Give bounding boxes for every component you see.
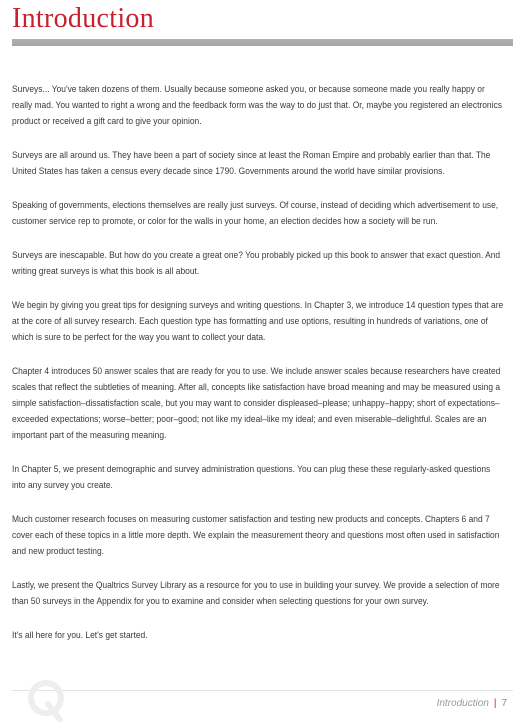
qualtrics-q-logo-icon xyxy=(26,678,66,722)
paragraph: We begin by giving you great tips for designing surveys and writing questions. In Chapter 3, we introduce 14 question types that are at the core of all survey research. Each question type has formatting and use options, resulting in hundreds of variations, one of which is sure to be perfect for the way you want to collect your data. xyxy=(12,300,504,343)
page-title: Introduction xyxy=(12,3,155,34)
footer-separator: | xyxy=(493,698,497,709)
paragraph: Speaking of governments, elections themselves are really just surveys. Of course, instead of deciding which advertisement to use, customer service rep to promote, or color for the walls in your home, an election decides how a society will be run. xyxy=(12,200,499,227)
paragraph: Much customer research focuses on measuring customer satisfaction and testing new products and concepts. Chapters 6 and 7 cover each of these topics in a little more depth. We explain the measurement theory and questions most often used in satisfaction and new product testing. xyxy=(12,514,500,557)
paragraph: It's all here for you. Let's get started. xyxy=(12,630,148,641)
paragraph: Surveys... You've taken dozens of them. Usually because someone asked you, or because someone made you really happy or really mad. You wanted to right a wrong and the feedback form was the way to do just that. Or, maybe you registered an electronics product or received a gift card to give your opinion. xyxy=(12,84,502,127)
title-rule xyxy=(12,39,513,46)
footer-rule xyxy=(12,690,513,691)
paragraph: Lastly, we present the Qualtrics Survey Library as a resource for you to use in building your survey. We provide a selection of more than 50 surveys in the Appendix for you to examine and consider when selecting questions for your own survey. xyxy=(12,580,500,607)
paragraph: In Chapter 5, we present demographic and survey administration questions. You can plug these these regularly-asked questions into any survey you create. xyxy=(12,464,491,491)
body-text xyxy=(12,82,504,662)
paragraph: Chapter 4 introduces 50 answer scales that are ready for you to use. We include answer scales because researchers have created scales that reflect the subtleties of meaning. After all, concepts like satisfaction have broad meaning and may be measured using a simple satisfaction–dissatisfaction scale, but you may want to consider displeased–please; unhappy–happy; short of expectations–exceeded expectations; worse–better; poor–good; not like my ideal–like my ideal; and even miserable–delightful. Scales are an important part of the measuring meaning. xyxy=(12,366,501,441)
paragraph: Surveys are inescapable. But how do you create a great one? You probably picked up this book to answer that exact question. And writing great surveys is what this book is all about. xyxy=(12,250,501,277)
paragraph: Surveys are all around us. They have been a part of society since at least the Roman Empire and probably earlier than that. The United States has taken a census every decade since 1790. Governments around the world have similar provisions. xyxy=(12,150,491,177)
page-footer xyxy=(437,697,507,711)
page-number: 7 xyxy=(501,698,507,709)
footer-section-label: Introduction xyxy=(436,698,489,709)
